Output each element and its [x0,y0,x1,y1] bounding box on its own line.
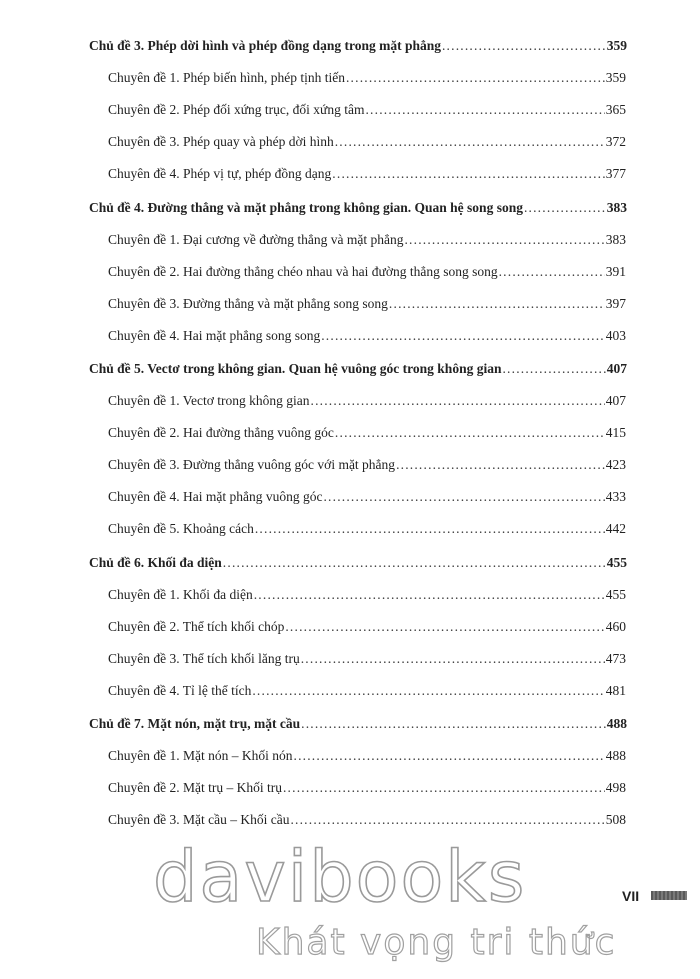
toc-leader-dots [290,812,604,828]
toc-entry-page: 498 [605,780,626,795]
toc-section[interactable] [108,587,626,603]
toc-entry-page: 403 [605,328,626,343]
toc-section[interactable] [108,328,626,344]
toc-section[interactable] [108,425,626,441]
toc-entry-label: Chủ đề 4. Đường thẳng và mặt phẳng trong không gian. Quan hệ song song [89,200,523,215]
toc-entry-label: Chuyên đề 4. Hai mặt phẳng vuông góc [108,489,323,504]
toc-entry-page: 455 [606,555,627,570]
toc-section[interactable] [108,521,626,537]
toc-leader-dots [335,425,605,441]
toc-entry-page: 407 [606,361,627,376]
watermark-logo-title: davibooks [153,836,527,918]
toc-entry-label: Chuyên đề 2. Hai đường thẳng vuông góc [108,425,334,440]
toc-entry-label: Chuyên đề 1. Mặt nón – Khối nón [108,748,293,763]
toc-chapter-5[interactable] [89,361,627,377]
toc-section[interactable] [108,232,626,248]
toc-section[interactable] [108,457,626,473]
toc-entry-page: 407 [605,393,626,408]
toc-entry-label: Chuyên đề 2. Phép đối xứng trục, đối xứng tâm [108,102,365,117]
toc-entry-page: 488 [606,716,627,731]
toc-leader-dots [254,587,605,603]
toc-section[interactable] [108,619,626,635]
toc-entry-label: Chuyên đề 3. Mặt cầu – Khối cầu [108,812,290,827]
toc-leader-dots [301,716,606,732]
toc-leader-dots [301,651,605,667]
toc-entry-page: 508 [605,812,626,827]
toc-leader-dots [365,102,604,118]
toc-entry-page: 423 [605,457,626,472]
toc-entry-label: Chuyên đề 1. Đại cương về đường thẳng và mặt phẳng [108,232,404,247]
toc-entry-page: 359 [606,38,627,53]
toc-leader-dots [332,166,604,182]
toc-entry-label: Chủ đề 6. Khối đa diện [89,555,222,570]
toc-section[interactable] [108,134,626,150]
toc-entry-label: Chuyên đề 3. Thể tích khối lăng trụ [108,651,300,666]
toc-entry-label: Chuyên đề 2. Hai đường thẳng chéo nhau và hai đường thẳng song song [108,264,498,279]
toc-section[interactable] [108,393,626,409]
toc-chapter-7[interactable] [89,716,627,732]
toc-entry-page: 473 [605,651,626,666]
toc-entry-page: 365 [605,102,626,117]
toc-section[interactable] [108,489,626,505]
toc-section[interactable] [108,264,626,280]
toc-entry-page: 442 [605,521,626,536]
toc-entry-page: 481 [605,683,626,698]
watermark-logo-subtitle: Khát vọng tri thức [256,922,617,963]
toc-entry-label: Chuyên đề 2. Thể tích khối chóp [108,619,285,634]
toc-entry-label: Chuyên đề 4. Hai mặt phẳng song song [108,328,321,343]
toc-leader-dots [502,361,605,377]
toc-entry-page: 372 [605,134,626,149]
toc-leader-dots [499,264,605,280]
toc-leader-dots [294,748,605,764]
toc-entry-label: Chuyên đề 3. Phép quay và phép dời hình [108,134,334,149]
toc-entry-label: Chuyên đề 3. Đường thẳng và mặt phẳng song song [108,296,388,311]
toc-entry-label: Chuyên đề 2. Mặt trụ – Khối trụ [108,780,282,795]
toc-leader-dots [311,393,605,409]
toc-leader-dots [346,70,605,86]
toc-entry-page: 433 [605,489,626,504]
toc-entry-label: Chuyên đề 4. Tỉ lệ thể tích [108,683,252,698]
toc-leader-dots [252,683,604,699]
toc-entry-page: 455 [605,587,626,602]
page-number-bar [651,891,687,900]
toc-section[interactable] [108,812,626,828]
toc-entry-label: Chủ đề 3. Phép dời hình và phép đồng dạng trong mặt phẳng [89,38,441,53]
toc-section[interactable] [108,651,626,667]
toc-entry-page: 383 [606,200,627,215]
toc-entry-page: 397 [605,296,626,311]
toc-leader-dots [442,38,606,54]
toc-section[interactable] [108,166,626,182]
toc-leader-dots [283,780,605,796]
toc-chapter-4[interactable] [89,200,627,216]
toc-entry-page: 460 [605,619,626,634]
toc-entry-label: Chuyên đề 1. Khối đa diện [108,587,253,602]
toc-leader-dots [323,489,604,505]
toc-entry-page: 391 [605,264,626,279]
toc-leader-dots [404,232,604,248]
toc-entry-label: Chuyên đề 4. Phép vị tự, phép đồng dạng [108,166,332,181]
toc-entry-label: Chuyên đề 1. Phép biến hình, phép tịnh tiến [108,70,345,85]
toc-entry-label: Chủ đề 7. Mặt nón, mặt trụ, mặt cầu [89,716,301,731]
toc-entry-page: 359 [605,70,626,85]
toc-entry-label: Chuyên đề 3. Đường thẳng vuông góc với mặt phẳng [108,457,396,472]
toc-entry-label: Chủ đề 5. Vectơ trong không gian. Quan hệ vuông góc trong không gian [89,361,502,376]
toc-entry-page: 377 [605,166,626,181]
toc-leader-dots [335,134,605,150]
toc-leader-dots [524,200,606,216]
toc-entry-page: 383 [605,232,626,247]
toc-section[interactable] [108,748,626,764]
toc-leader-dots [223,555,606,571]
toc-entry-page: 488 [605,748,626,763]
toc-chapter-6[interactable] [89,555,627,571]
toc-leader-dots [389,296,605,312]
toc-entry-page: 415 [605,425,626,440]
toc-leader-dots [396,457,605,473]
toc-leader-dots [285,619,604,635]
toc-entry-label: Chuyên đề 1. Vectơ trong không gian [108,393,310,408]
toc-entry-label: Chuyên đề 5. Khoảng cách [108,521,254,536]
toc-section[interactable] [108,683,626,699]
toc-section[interactable] [108,780,626,796]
page-number: VII [622,888,640,904]
toc-section[interactable] [108,296,626,312]
toc-section[interactable] [108,102,626,118]
toc-leader-dots [321,328,605,344]
toc-chapter-3[interactable] [89,38,627,54]
toc-section[interactable] [108,70,626,86]
toc-leader-dots [255,521,605,537]
